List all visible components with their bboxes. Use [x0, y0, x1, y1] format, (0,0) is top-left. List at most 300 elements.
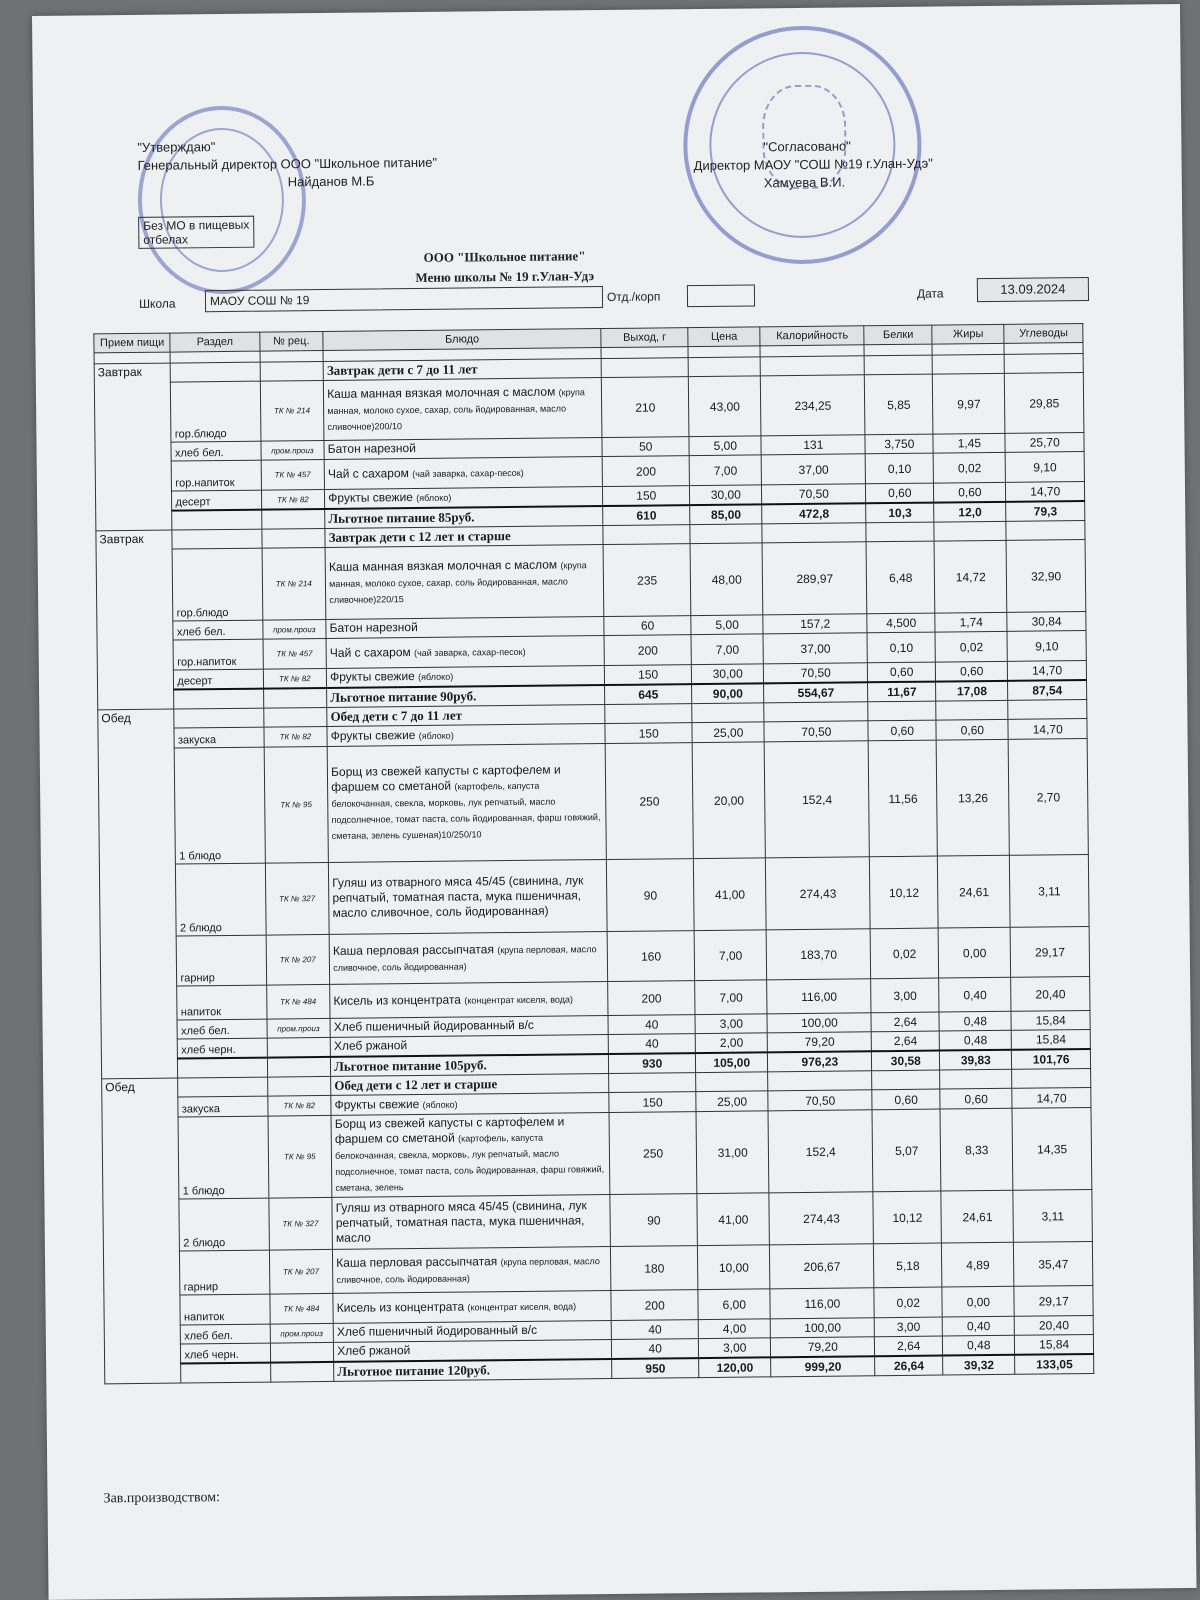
- total-fats: 17,08: [936, 681, 1008, 701]
- carbs-cell: 14,70: [1008, 718, 1087, 739]
- meal-name: Завтрак: [96, 530, 174, 710]
- dish-name: Кисель из концентрата: [333, 992, 462, 1008]
- output-cell: 40: [608, 1034, 695, 1054]
- dish-composition: (яблоко): [418, 730, 454, 741]
- calories-cell: 70,50: [762, 484, 866, 505]
- total-price: 120,00: [699, 1357, 771, 1377]
- col-section: Раздел: [170, 332, 259, 352]
- recipe-cell: пром.произ: [267, 1018, 331, 1038]
- col-dish: Блюдо: [323, 329, 601, 351]
- dish-cell: [325, 545, 604, 620]
- meal-name: Завтрак: [94, 363, 172, 531]
- section-cell: гарнир: [177, 935, 267, 986]
- recipe-cell: ТК № 484: [269, 1293, 333, 1324]
- section-cell: 2 блюдо: [176, 863, 266, 936]
- section-cell: хлеб бел.: [173, 620, 262, 640]
- carbs-cell: 9,10: [1006, 452, 1085, 483]
- col-calories: Калорийность: [760, 326, 864, 346]
- price-cell: 41,00: [697, 1193, 770, 1246]
- col-price: Цена: [688, 327, 760, 347]
- dish-name: Батон нарезной: [329, 619, 418, 635]
- dish-composition: (чай заварка, сахар-песок): [412, 467, 524, 479]
- total-output: 610: [603, 505, 690, 525]
- calories-cell: 37,00: [761, 454, 865, 485]
- school-value: МАОУ СОШ № 19: [205, 286, 603, 312]
- table-row: [102, 1107, 1092, 1199]
- carbs-cell: 2,70: [1009, 738, 1089, 855]
- section-cell: закуска: [178, 1096, 267, 1117]
- recipe-cell: ТК № 327: [265, 862, 329, 935]
- fats-cell: 1,45: [933, 433, 1005, 453]
- dish-cell: [329, 860, 608, 935]
- dish-cell: [329, 932, 608, 985]
- output-cell: 40: [611, 1320, 698, 1340]
- calories-cell: 70,50: [764, 721, 868, 742]
- fats-cell: 0,40: [939, 977, 1012, 1012]
- fats-cell: 8,33: [940, 1108, 1013, 1191]
- dish-cell: [330, 982, 608, 1019]
- price-cell: 4,00: [698, 1319, 770, 1339]
- dish-name: Каша манная вязкая молочная с маслом: [327, 384, 556, 401]
- output-cell: 150: [603, 486, 690, 506]
- dish-composition: (концентрат киселя, вода): [464, 993, 573, 1006]
- dish-cell: [324, 378, 603, 441]
- section-cell: хлеб бел.: [171, 441, 260, 461]
- approval-note-line2: отбелах: [143, 232, 189, 247]
- total-calories: 976,23: [768, 1051, 872, 1072]
- carbs-cell: 29,85: [1005, 373, 1084, 434]
- price-cell: 5,00: [691, 615, 763, 635]
- fats-cell: 0,00: [942, 1286, 1014, 1317]
- carbs-cell: 15,84: [1012, 1029, 1091, 1049]
- total-proteins: 26,64: [875, 1356, 943, 1376]
- carbs-cell: 30,84: [1007, 611, 1086, 631]
- price-cell: 31,00: [696, 1111, 769, 1194]
- approval-signer: Найданов М.Б: [287, 173, 375, 190]
- carbs-cell: 25,70: [1005, 433, 1084, 453]
- dish-cell: [333, 1247, 611, 1294]
- total-label: Льготное питание 120руб.: [334, 1359, 612, 1381]
- dish-composition: (яблоко): [416, 492, 452, 504]
- proteins-cell: 4,500: [867, 613, 935, 633]
- section-cell: гор.блюдо: [171, 381, 261, 442]
- menu-document: [32, 4, 1197, 1600]
- proteins-cell: 3,00: [871, 978, 939, 1013]
- price-cell: 43,00: [689, 376, 762, 437]
- proteins-cell: 5,18: [874, 1243, 942, 1288]
- recipe-cell: ТК № 95: [264, 746, 329, 863]
- recipe-cell: [270, 1342, 334, 1362]
- carbs-cell: 14,70: [1006, 482, 1085, 502]
- col-output: Выход, г: [601, 328, 688, 348]
- output-cell: 235: [603, 544, 691, 617]
- section-cell: закуска: [174, 727, 263, 748]
- price-cell: 3,00: [699, 1338, 771, 1358]
- dish-composition: (яблоко): [422, 1099, 458, 1110]
- fats-cell: 24,61: [938, 855, 1011, 928]
- calories-cell: 116,00: [770, 1288, 874, 1319]
- dish-composition: (картофель, капуста белокочанная, свекла, морковь, лук репчатый, масло подсолнечное, томат паста, соль йодированная, фарш говяжий, сметана, зелень сушеная)10/250/10: [331, 780, 601, 841]
- section-cell: хлеб бел.: [181, 1324, 270, 1344]
- recipe-cell: ТК № 95: [268, 1115, 333, 1198]
- recipe-cell: ТК № 207: [266, 934, 330, 985]
- section-cell: гор.блюдо: [172, 548, 262, 621]
- proteins-cell: 6,48: [866, 541, 935, 614]
- fats-cell: 4,89: [942, 1242, 1015, 1287]
- dish-name: Хлеб ржаной: [333, 1038, 408, 1053]
- calories-cell: 289,97: [762, 542, 867, 615]
- recipe-cell: пром.произ: [270, 1323, 334, 1343]
- section-cell: напиток: [180, 1294, 269, 1325]
- col-carbs: Углеводы: [1004, 324, 1083, 344]
- dish-composition: (крупа перловая, масло сливочное, соль йодированная): [333, 943, 597, 973]
- fats-cell: 0,60: [934, 482, 1006, 502]
- fats-cell: 0,40: [942, 1316, 1014, 1336]
- output-cell: 90: [610, 1194, 698, 1247]
- fats-cell: 9,97: [933, 373, 1006, 434]
- approval-block: [137, 136, 438, 249]
- dish-cell: [333, 1291, 611, 1324]
- fats-cell: 13,26: [936, 739, 1009, 856]
- carbs-cell: 14,35: [1012, 1107, 1091, 1190]
- calories-cell: 183,70: [766, 929, 871, 980]
- recipe-cell: ТК № 82: [263, 726, 327, 747]
- price-cell: 25,00: [692, 722, 764, 743]
- approval-note-box: [138, 216, 254, 249]
- output-cell: 250: [609, 1112, 697, 1195]
- total-carbs: 79,3: [1006, 501, 1085, 521]
- dish-name: Батон нарезной: [327, 441, 416, 456]
- price-cell: 6,00: [698, 1289, 770, 1320]
- recipe-cell: ТК № 82: [261, 489, 325, 509]
- dish-name: Борщ из свежей капусты с картофелем и фаршем со сметаной: [331, 762, 561, 794]
- meal-name: Обед: [98, 709, 178, 1079]
- recipe-cell: ТК № 214: [262, 547, 326, 620]
- total-calories: 472,8: [762, 503, 866, 524]
- col-fats: Жиры: [932, 324, 1004, 344]
- carbs-cell: 9,10: [1007, 630, 1086, 661]
- dish-name: Фрукты свежие: [330, 669, 415, 684]
- table-row: [98, 738, 1088, 864]
- section-cell: хлеб черн.: [178, 1038, 267, 1058]
- approval-position: Генеральный директор ООО "Школьное питание": [137, 154, 438, 173]
- dish-composition: (концентрат киселя, вода): [467, 1300, 577, 1313]
- total-proteins: 11,67: [868, 682, 936, 702]
- price-cell: 5,00: [689, 436, 761, 456]
- school-label: Школа: [138, 296, 176, 311]
- calories-cell: 152,4: [768, 1110, 873, 1193]
- calories-cell: 274,43: [769, 1192, 874, 1245]
- dish-name: Чай с сахаром: [329, 644, 411, 660]
- dish-cell: [326, 636, 604, 669]
- fats-cell: 1,74: [935, 612, 1007, 632]
- proteins-cell: 5,85: [865, 374, 934, 435]
- calories-cell: 152,4: [764, 741, 869, 858]
- group-title: Обед дети с 12 лет и старше: [331, 1074, 609, 1096]
- dish-cell: [331, 1113, 610, 1198]
- section-cell: десерт: [174, 669, 263, 689]
- footer-signature: Зав.производством:: [103, 1490, 221, 1507]
- proteins-cell: 0,60: [866, 483, 934, 503]
- total-calories: 554,67: [764, 682, 868, 703]
- calories-cell: 79,20: [771, 1337, 875, 1358]
- dish-name: Фрукты свежие: [330, 727, 416, 743]
- section-cell: десерт: [172, 490, 261, 510]
- calories-cell: 100,00: [767, 1013, 871, 1033]
- menu-title: Меню школы № 19 г.Улан-Удэ: [415, 268, 595, 285]
- calories-cell: 37,00: [763, 633, 867, 664]
- calories-cell: 116,00: [767, 979, 871, 1014]
- total-label: Льготное питание 105руб.: [331, 1054, 609, 1076]
- carbs-cell: 14,70: [1008, 660, 1087, 680]
- total-output: 950: [612, 1358, 699, 1378]
- department-label: Отд./корп: [606, 289, 661, 304]
- total-label: Льготное питание 90руб.: [327, 685, 605, 707]
- col-recipe: № рец.: [259, 331, 323, 351]
- output-cell: 50: [602, 437, 689, 457]
- section-cell: 1 блюдо: [178, 1116, 268, 1199]
- total-price: 90,00: [692, 683, 764, 703]
- meal-name: Обед: [102, 1078, 182, 1384]
- proteins-cell: 2,64: [875, 1336, 943, 1356]
- recipe-cell: пром.произ: [260, 440, 324, 460]
- dish-name: Чай с сахаром: [327, 465, 409, 481]
- approval-note-line1: Без МО в пищевых: [143, 217, 250, 233]
- price-cell: 7,00: [695, 980, 768, 1015]
- recipe-cell: [267, 1037, 331, 1057]
- carbs-cell: 20,40: [1015, 1315, 1094, 1335]
- price-cell: 10,00: [698, 1245, 771, 1290]
- output-cell: 200: [602, 456, 689, 487]
- agreement-signer: Хамуева В.И.: [763, 174, 846, 191]
- recipe-cell: ТК № 327: [268, 1197, 332, 1250]
- total-price: 105,00: [696, 1052, 768, 1072]
- group-title: Завтрак дети с 7 до 11 лет: [323, 359, 601, 381]
- total-fats: 39,32: [943, 1355, 1015, 1375]
- recipe-cell: ТК № 457: [263, 638, 327, 669]
- carbs-cell: 29,17: [1014, 1285, 1093, 1316]
- proteins-cell: 0,60: [872, 1089, 940, 1110]
- total-output: 930: [609, 1053, 696, 1073]
- carbs-cell: 3,11: [1010, 854, 1089, 927]
- total-label: Льготное питание 85руб.: [325, 506, 603, 528]
- proteins-cell: 2,64: [871, 1012, 939, 1032]
- price-cell: 7,00: [694, 930, 767, 981]
- approval-title: "Утверждаю": [137, 139, 216, 155]
- fats-cell: 14,72: [934, 540, 1007, 613]
- total-proteins: 30,58: [872, 1051, 940, 1071]
- department-value: [687, 284, 755, 307]
- fats-cell: 0,00: [938, 927, 1011, 978]
- total-carbs: 101,76: [1012, 1049, 1091, 1069]
- price-cell: 25,00: [696, 1091, 768, 1112]
- dish-name: Фрукты свежие: [328, 490, 413, 505]
- price-cell: 3,00: [695, 1014, 767, 1034]
- output-cell: 200: [604, 635, 691, 666]
- total-calories: 999,20: [771, 1356, 875, 1377]
- dish-name: Хлеб пшеничный йодированный в/с: [333, 1017, 534, 1034]
- output-cell: 40: [612, 1339, 699, 1359]
- total-output: 645: [605, 684, 692, 704]
- output-cell: 200: [608, 981, 695, 1016]
- section-cell: хлеб бел.: [177, 1019, 266, 1039]
- carbs-cell: 35,47: [1014, 1241, 1093, 1286]
- section-cell: гор.напиток: [173, 639, 262, 670]
- date-value: 13.09.2024: [977, 277, 1089, 302]
- fats-cell: 0,60: [936, 719, 1008, 740]
- output-cell: 250: [605, 743, 693, 860]
- proteins-cell: 5,07: [872, 1109, 941, 1192]
- dish-composition: (чай заварка, сахар-песок): [414, 646, 526, 658]
- proteins-cell: 3,750: [865, 434, 933, 454]
- total-proteins: 10,3: [866, 503, 934, 523]
- dish-composition: (крупа манная, молоко сухое, сахар, соль йодированная, масло сливочное)200/10: [327, 386, 585, 432]
- col-meal: Прием пищи: [94, 333, 171, 353]
- total-fats: 12,0: [934, 502, 1006, 522]
- company-name: ООО "Школьное питание": [423, 248, 586, 265]
- proteins-cell: 0,10: [867, 632, 935, 663]
- output-cell: 210: [602, 377, 690, 438]
- proteins-cell: 0,60: [868, 720, 936, 741]
- dish-name: Борщ из свежей капусты с картофелем и фаршем со сметаной: [334, 1114, 565, 1146]
- fats-cell: 0,48: [943, 1335, 1015, 1355]
- calories-cell: 157,2: [763, 614, 867, 634]
- document-title: [354, 245, 654, 288]
- proteins-cell: 11,56: [868, 740, 937, 857]
- carbs-cell: 15,84: [1015, 1334, 1094, 1354]
- section-cell: гарнир: [180, 1250, 270, 1295]
- price-cell: 48,00: [690, 543, 763, 616]
- output-cell: 160: [607, 931, 695, 982]
- output-cell: 90: [607, 859, 695, 932]
- recipe-cell: ТК № 457: [261, 459, 325, 490]
- calories-cell: 79,20: [768, 1032, 872, 1053]
- fats-cell: 0,60: [936, 661, 1008, 681]
- dish-composition: (картофель, капуста белокочанная, свекла, морковь, лук репчатый, масло подсолнечное, томат паста, соль йодированная, фарш говяжий, сметана, зелень: [335, 1132, 605, 1193]
- total-carbs: 87,54: [1008, 680, 1087, 700]
- fats-cell: 0,60: [940, 1088, 1012, 1109]
- menu-table: [93, 323, 1094, 1384]
- dish-name: Фрукты свежие: [334, 1096, 420, 1112]
- carbs-cell: 29,17: [1010, 926, 1089, 977]
- dish-name: Гуляш из отварного мяса 45/45 (свинина, лук репчатый, томатная паста, мука пшеничная, масло сливочное, соль йодированная): [332, 872, 584, 920]
- dish-cell: [332, 1195, 611, 1250]
- agreement-block: [693, 137, 933, 194]
- output-cell: 60: [604, 616, 691, 636]
- output-cell: 150: [605, 723, 692, 744]
- section-cell: 1 блюдо: [175, 747, 265, 864]
- info-row: [139, 281, 1089, 315]
- calories-cell: 131: [761, 435, 865, 455]
- section-cell: хлеб черн.: [181, 1343, 270, 1363]
- dish-cell: [327, 744, 606, 863]
- recipe-cell: ТК № 214: [260, 380, 324, 441]
- total-fats: 39,83: [940, 1050, 1012, 1070]
- calories-cell: 274,43: [766, 857, 871, 930]
- output-cell: 150: [605, 665, 692, 685]
- price-cell: 7,00: [691, 634, 763, 665]
- price-cell: 7,00: [689, 455, 761, 486]
- carbs-cell: 32,90: [1006, 540, 1085, 613]
- proteins-cell: 0,02: [870, 928, 938, 979]
- dish-name: Хлеб пшеничный йодированный в/с: [336, 1322, 538, 1339]
- price-cell: 30,00: [692, 664, 764, 684]
- fats-cell: 0,02: [933, 452, 1005, 483]
- output-cell: 200: [611, 1290, 698, 1321]
- agreement-title: "Согласовано": [763, 138, 851, 155]
- calories-cell: 234,25: [761, 375, 866, 436]
- calories-cell: 206,67: [770, 1244, 874, 1289]
- menu-table-body: [94, 354, 1094, 1384]
- recipe-cell: ТК № 207: [269, 1249, 333, 1294]
- calories-cell: 100,00: [771, 1318, 875, 1338]
- dish-name: Каша манная вязкая молочная с маслом: [328, 557, 558, 574]
- price-cell: 20,00: [692, 742, 765, 859]
- total-carbs: 133,05: [1015, 1354, 1094, 1374]
- dish-name: Каша перловая рассыпчатая: [332, 941, 495, 958]
- calories-cell: 70,50: [764, 663, 868, 684]
- section-cell: напиток: [177, 985, 266, 1020]
- proteins-cell: 0,02: [874, 1287, 942, 1318]
- dish-cell: [324, 457, 602, 490]
- proteins-cell: 10,12: [873, 1191, 941, 1244]
- proteins-cell: 3,00: [875, 1317, 943, 1337]
- col-proteins: Белки: [864, 325, 932, 345]
- price-cell: 2,00: [695, 1033, 767, 1053]
- date-label: Дата: [916, 286, 944, 301]
- table-row: [99, 854, 1089, 936]
- carbs-cell: 14,70: [1012, 1087, 1091, 1108]
- recipe-cell: ТК № 484: [266, 984, 330, 1019]
- table-row: [96, 540, 1086, 622]
- carbs-cell: 15,84: [1011, 1010, 1090, 1030]
- calories-cell: 70,50: [768, 1090, 872, 1111]
- dish-composition: (яблоко): [418, 671, 454, 682]
- dish-name: Каша перловая рассыпчатая: [336, 1253, 498, 1270]
- output-cell: 150: [609, 1092, 696, 1113]
- table-row: [94, 373, 1084, 443]
- section-cell: гор.напиток: [172, 460, 261, 491]
- total-price: 85,00: [690, 504, 762, 524]
- dish-composition: (крупа манная, молоко сухое, сахар, соль йодированная, масло сливочное)220/15: [329, 559, 587, 605]
- fats-cell: 0,48: [939, 1030, 1011, 1050]
- fats-cell: 24,61: [941, 1190, 1014, 1243]
- group-title: Завтрак дети с 12 лет и старше: [325, 526, 603, 548]
- dish-name: Гуляш из отварного мяса 45/45 (свинина, лук репчатый, томатная паста, мука пшеничная, масло: [335, 1197, 587, 1245]
- dish-composition: (крупа перловая, масло сливочное, соль йодированная): [336, 1255, 600, 1285]
- carbs-cell: 3,11: [1013, 1189, 1092, 1242]
- fats-cell: 0,02: [935, 631, 1007, 662]
- proteins-cell: 10,12: [870, 856, 939, 929]
- recipe-cell: ТК № 82: [267, 1095, 331, 1116]
- agreement-position: Директор МАОУ "СОШ №19 г.Улан-Удэ": [693, 155, 933, 174]
- recipe-cell: ТК № 82: [263, 668, 327, 688]
- proteins-cell: 2,64: [872, 1031, 940, 1051]
- dish-name: Кисель из концентрата: [336, 1299, 465, 1315]
- proteins-cell: 0,60: [868, 662, 936, 682]
- output-cell: 180: [611, 1246, 698, 1291]
- price-cell: 30,00: [690, 485, 762, 505]
- dish-name: Хлеб ржаной: [337, 1343, 411, 1358]
- carbs-cell: 20,40: [1011, 976, 1090, 1011]
- fats-cell: 0,48: [939, 1011, 1011, 1031]
- price-cell: 41,00: [694, 858, 767, 931]
- output-cell: 40: [608, 1015, 695, 1035]
- section-cell: 2 блюдо: [179, 1198, 269, 1251]
- recipe-cell: пром.произ: [262, 619, 326, 639]
- group-title: Обед дети с 7 до 11 лет: [327, 705, 605, 727]
- proteins-cell: 0,10: [865, 453, 933, 484]
